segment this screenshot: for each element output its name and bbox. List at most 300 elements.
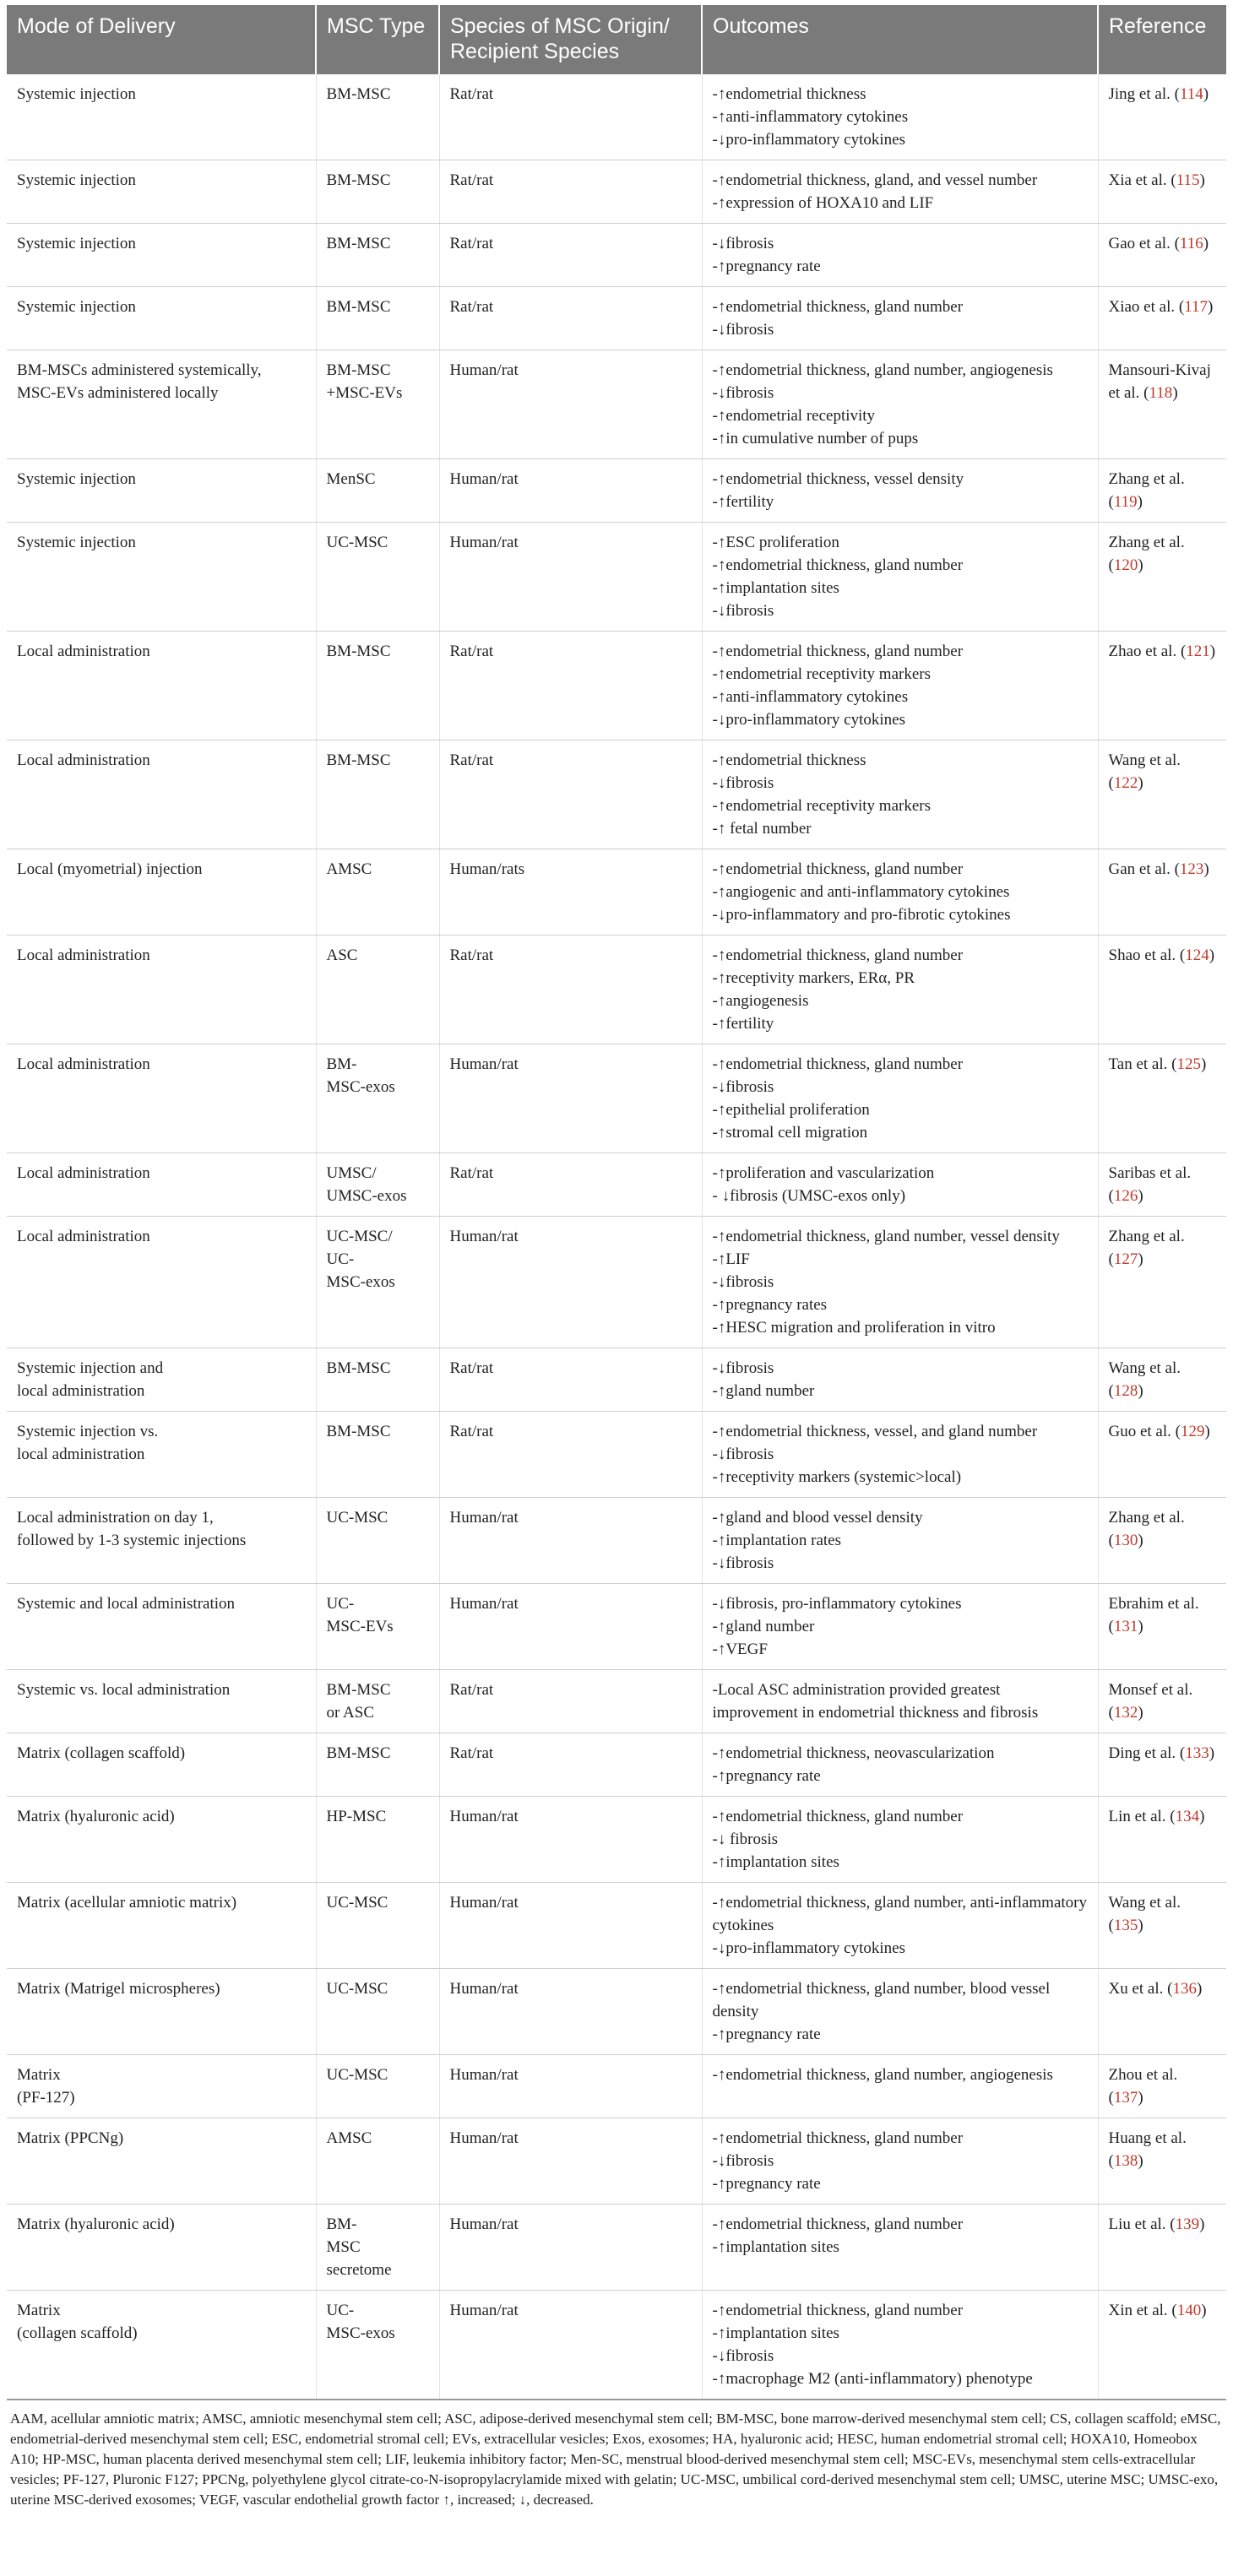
cell-msc-type-line: UC-MSC/ xyxy=(326,1228,393,1245)
reference-link[interactable]: 136 xyxy=(1172,1980,1197,1998)
cell-msc-type xyxy=(316,740,439,849)
reference-link[interactable]: 115 xyxy=(1176,171,1200,189)
cell-msc-type-line: ASC xyxy=(326,946,358,964)
cell-outcomes-line: -↑stromal cell migration xyxy=(712,1124,868,1142)
cell-outcomes xyxy=(702,1883,1098,1969)
table-row xyxy=(7,1733,1226,1797)
reference-author: Guo et al. ( xyxy=(1108,1423,1181,1440)
reference-link[interactable]: 121 xyxy=(1186,643,1210,660)
cell-mode-of-delivery-line: Local (myometrial) injection xyxy=(17,860,203,878)
cell-mode-of-delivery-line: MSC-EVs administered locally xyxy=(17,384,219,402)
reference-author: Jing et al. ( xyxy=(1108,85,1180,103)
cell-msc-type xyxy=(316,1883,439,1969)
cell-species: Rat/rat xyxy=(439,160,702,224)
reference-close: ) xyxy=(1138,1618,1143,1635)
cell-mode-of-delivery xyxy=(7,1348,316,1412)
cell-mode-of-delivery xyxy=(7,287,316,350)
cell-outcomes-line: -↑endometrial thickness, gland number, vessel density xyxy=(712,1228,1060,1245)
cell-mode-of-delivery xyxy=(7,224,316,287)
cell-mode-of-delivery-line: Matrix (collagen scaffold) xyxy=(17,1744,186,1762)
cell-msc-type-line: AMSC xyxy=(326,860,372,878)
table-row xyxy=(7,2205,1226,2291)
cell-reference xyxy=(1098,632,1226,740)
reference-close: ) xyxy=(1199,1808,1205,1825)
cell-mode-of-delivery-line: Systemic and local administration xyxy=(17,1595,236,1613)
cell-msc-type-line: secretome xyxy=(326,2261,392,2279)
cell-species: Human/rat xyxy=(439,2118,702,2205)
cell-reference xyxy=(1098,350,1226,459)
cell-mode-of-delivery-line: Local administration xyxy=(17,1164,150,1182)
header-mode-of-delivery: Mode of Delivery xyxy=(7,5,316,74)
cell-msc-type-line: BM-MSC xyxy=(326,643,391,660)
cell-mode-of-delivery-line: Systemic injection xyxy=(17,534,136,551)
cell-outcomes xyxy=(702,2055,1098,2118)
cell-mode-of-delivery-line: followed by 1-3 systemic injections xyxy=(17,1532,247,1549)
cell-outcomes-line: -↑endometrial thickness, gland number, angiogenesis xyxy=(712,2066,1053,2084)
cell-species: Human/rat xyxy=(439,350,702,459)
cell-outcomes-line: -↑macrophage M2 (anti-inflammatory) phenotype xyxy=(712,2370,1033,2388)
cell-outcomes xyxy=(702,350,1098,459)
cell-outcomes-line: -↑HESC migration and proliferation in vitro xyxy=(712,1319,996,1337)
cell-species: Human/rats xyxy=(439,849,702,935)
cell-mode-of-delivery-line: Local administration xyxy=(17,643,150,660)
reference-close: ) xyxy=(1138,2089,1143,2107)
cell-msc-type-line: MSC-EVs xyxy=(326,1618,394,1635)
cell-mode-of-delivery xyxy=(7,2118,316,2205)
cell-msc-type-line: BM-MSC xyxy=(326,361,391,379)
reference-link[interactable]: 125 xyxy=(1176,1055,1201,1073)
reference-link[interactable]: 128 xyxy=(1113,1382,1138,1400)
cell-msc-type-line: or ASC xyxy=(326,1704,374,1722)
reference-author: Xiao et al. ( xyxy=(1108,298,1185,316)
cell-msc-type xyxy=(316,1584,439,1670)
cell-mode-of-delivery-line: Systemic injection xyxy=(17,470,136,488)
cell-mode-of-delivery xyxy=(7,1969,316,2055)
reference-author: Gao et al. ( xyxy=(1108,235,1180,252)
reference-link[interactable]: 126 xyxy=(1113,1187,1138,1205)
cell-outcomes xyxy=(702,935,1098,1044)
cell-species: Human/rat xyxy=(439,1797,702,1883)
cell-species: Rat/rat xyxy=(439,74,702,160)
header-msc-type: MSC Type xyxy=(316,5,439,74)
cell-reference xyxy=(1098,1348,1226,1412)
cell-mode-of-delivery xyxy=(7,1670,316,1733)
cell-mode-of-delivery xyxy=(7,740,316,849)
reference-close: ) xyxy=(1204,1423,1210,1440)
cell-outcomes-line: -↓pro-inflammatory cytokines xyxy=(712,1939,905,1957)
cell-reference xyxy=(1098,2055,1226,2118)
cell-outcomes-line: -↑endometrial thickness, gland number xyxy=(712,1055,964,1073)
cell-outcomes-line: -↑endometrial thickness, gland number xyxy=(712,643,964,660)
cell-msc-type-line: AMSC xyxy=(326,2129,372,2147)
cell-msc-type xyxy=(316,2055,439,2118)
table-row xyxy=(7,1969,1226,2055)
cell-outcomes-line: -↑endometrial thickness, gland number xyxy=(712,2302,964,2319)
cell-mode-of-delivery-line: Local administration xyxy=(17,751,150,769)
cell-outcomes xyxy=(702,523,1098,632)
reference-link[interactable]: 124 xyxy=(1185,946,1209,964)
cell-outcomes-line: -↑endometrial thickness, gland number xyxy=(712,298,964,316)
cell-outcomes xyxy=(702,1044,1098,1153)
cell-species: Rat/rat xyxy=(439,740,702,849)
reference-author: Shao et al. ( xyxy=(1108,946,1186,964)
reference-link[interactable]: 116 xyxy=(1179,235,1203,252)
reference-close: ) xyxy=(1203,235,1209,252)
cell-species: Human/rat xyxy=(439,1584,702,1670)
cell-reference xyxy=(1098,287,1226,350)
cell-reference xyxy=(1098,523,1226,632)
cell-msc-type-line: BM-MSC xyxy=(326,171,391,189)
cell-species: Rat/rat xyxy=(439,632,702,740)
cell-species: Human/rat xyxy=(439,1217,702,1348)
cell-msc-type-line: BM-MSC xyxy=(326,85,391,103)
cell-mode-of-delivery-line: Systemic injection xyxy=(17,235,136,252)
cell-outcomes xyxy=(702,1733,1098,1797)
reference-close: ) xyxy=(1207,298,1214,316)
cell-reference xyxy=(1098,1969,1226,2055)
cell-outcomes-line: -↑gland number xyxy=(712,1382,815,1400)
reference-author: Huang et al. ( xyxy=(1108,2129,1187,2170)
reference-author: Monsef et al. ( xyxy=(1108,1681,1193,1722)
cell-outcomes-line: -Local ASC administration provided greatest improvement in endometrial thickness and fibrosis xyxy=(712,1681,1039,1722)
cell-outcomes-line: -↑endometrial thickness, vessel density xyxy=(712,470,964,488)
cell-msc-type xyxy=(316,224,439,287)
cell-outcomes-line: -↓fibrosis, pro-inflammatory cytokines xyxy=(712,1595,962,1613)
reference-link[interactable]: 114 xyxy=(1179,85,1203,103)
cell-msc-type-line: BM-MSC xyxy=(326,1423,391,1440)
reference-link[interactable]: 140 xyxy=(1176,2302,1202,2319)
table-row xyxy=(7,1584,1226,1670)
cell-msc-type xyxy=(316,160,439,224)
reference-close: ) xyxy=(1209,1744,1215,1762)
cell-mode-of-delivery-line: Systemic injection vs. xyxy=(17,1423,159,1440)
cell-msc-type-line: BM- xyxy=(326,2215,357,2233)
cell-mode-of-delivery xyxy=(7,2055,316,2118)
cell-reference xyxy=(1098,935,1226,1044)
reference-author: Xia et al. ( xyxy=(1108,171,1176,189)
cell-mode-of-delivery xyxy=(7,1498,316,1584)
cell-mode-of-delivery-line: BM-MSCs administered systemically, xyxy=(17,361,262,379)
cell-outcomes-line: -↓fibrosis xyxy=(712,602,774,620)
reference-link[interactable]: 130 xyxy=(1113,1532,1138,1549)
table-row xyxy=(7,523,1226,632)
cell-outcomes-line: -↑endometrial thickness, gland number xyxy=(712,2129,964,2147)
cell-species: Human/rat xyxy=(439,1044,702,1153)
table-row xyxy=(7,2055,1226,2118)
cell-outcomes-line: -↑endometrial thickness xyxy=(712,85,866,103)
cell-outcomes-line: -↑implantation sites xyxy=(712,579,839,597)
cell-mode-of-delivery xyxy=(7,935,316,1044)
cell-outcomes xyxy=(702,287,1098,350)
header-species: Species of MSC Origin/ Recipient Species xyxy=(439,5,702,74)
reference-author: Zhang et al. ( xyxy=(1108,1228,1185,1268)
reference-close: ) xyxy=(1203,85,1209,103)
reference-link[interactable]: 135 xyxy=(1113,1917,1138,1934)
cell-outcomes xyxy=(702,2291,1098,2400)
reference-close: ) xyxy=(1196,1980,1203,1998)
cell-msc-type-line: BM-MSC xyxy=(326,1681,391,1699)
cell-outcomes-line: -↓pro-inflammatory and pro-fibrotic cytokines xyxy=(712,906,1011,924)
cell-outcomes-line: -↑angiogenesis xyxy=(712,992,809,1010)
cell-outcomes-line: -↑ fetal number xyxy=(712,820,812,838)
cell-outcomes-line: -↓fibrosis xyxy=(712,1359,774,1377)
reference-author: Liu et al. ( xyxy=(1108,2215,1176,2233)
reference-close: ) xyxy=(1200,1055,1207,1073)
reference-close: ) xyxy=(1201,2302,1207,2319)
reference-link[interactable]: 118 xyxy=(1149,384,1173,402)
reference-link[interactable]: 129 xyxy=(1180,1423,1205,1440)
cell-msc-type xyxy=(316,1412,439,1498)
reference-close: ) xyxy=(1138,1917,1143,1934)
reference-author: Tan et al. ( xyxy=(1108,1055,1177,1073)
cell-outcomes-line: -↑endometrial thickness, gland number xyxy=(712,1808,964,1825)
cell-outcomes-line: -↑anti-inflammatory cytokines xyxy=(712,688,909,706)
cell-outcomes-line: -↑implantation sites xyxy=(712,2324,839,2342)
cell-reference xyxy=(1098,224,1226,287)
cell-outcomes-line: -↑receptivity markers (systemic>local) xyxy=(712,1468,962,1486)
cell-mode-of-delivery-line: Matrix (hyaluronic acid) xyxy=(17,2215,175,2233)
reference-author: Mansouri-Kivaj et al. ( xyxy=(1108,361,1211,402)
cell-msc-type xyxy=(316,1153,439,1217)
reference-author: Wang et al. ( xyxy=(1108,1894,1181,1934)
cell-mode-of-delivery xyxy=(7,1412,316,1498)
cell-outcomes xyxy=(702,459,1098,523)
cell-msc-type xyxy=(316,1044,439,1153)
cell-species: Human/rat xyxy=(439,459,702,523)
cell-msc-type-line: BM-MSC xyxy=(326,298,391,316)
table-row xyxy=(7,74,1226,160)
table-row xyxy=(7,849,1226,935)
cell-mode-of-delivery xyxy=(7,1883,316,1969)
table-row xyxy=(7,287,1226,350)
reference-author: Ding et al. ( xyxy=(1108,1744,1186,1762)
reference-link[interactable]: 123 xyxy=(1179,860,1204,878)
cell-species: Human/rat xyxy=(439,1969,702,2055)
cell-msc-type xyxy=(316,1797,439,1883)
cell-mode-of-delivery-line: Systemic injection xyxy=(17,171,136,189)
cell-outcomes-line: -↑LIF xyxy=(712,1250,750,1268)
cell-outcomes xyxy=(702,1348,1098,1412)
cell-msc-type xyxy=(316,459,439,523)
cell-outcomes-line: -↑endometrial thickness, gland number xyxy=(712,860,964,878)
cell-msc-type-line: MenSC xyxy=(326,470,376,488)
reference-author: Lin et al. ( xyxy=(1108,1808,1176,1825)
cell-outcomes xyxy=(702,1412,1098,1498)
reference-link[interactable]: 120 xyxy=(1113,556,1138,574)
cell-msc-type-line: BM-MSC xyxy=(326,1359,391,1377)
reference-close: ) xyxy=(1138,774,1143,792)
reference-author: Wang et al. ( xyxy=(1108,1359,1181,1400)
cell-outcomes-line: -↓pro-inflammatory cytokines xyxy=(712,131,905,149)
reference-link[interactable]: 131 xyxy=(1113,1618,1138,1635)
reference-author: Gan et al. ( xyxy=(1108,860,1180,878)
cell-outcomes-line: -↓fibrosis xyxy=(712,321,774,339)
cell-outcomes-line: -↑gland and blood vessel density xyxy=(712,1509,923,1527)
cell-outcomes-line: -↓fibrosis xyxy=(712,1554,774,1572)
cell-msc-type xyxy=(316,1348,439,1412)
reference-close: ) xyxy=(1209,643,1216,660)
cell-outcomes-line: -↑endometrial thickness xyxy=(712,751,866,769)
cell-outcomes-line: -↑endometrial thickness, gland number, anti-inflammatory cytokines xyxy=(712,1894,1088,1934)
cell-mode-of-delivery xyxy=(7,2205,316,2291)
cell-msc-type-line: BM-MSC xyxy=(326,235,391,252)
cell-mode-of-delivery-line: Matrix (hyaluronic acid) xyxy=(17,1808,175,1825)
header-reference: Reference xyxy=(1098,5,1226,74)
cell-outcomes xyxy=(702,1670,1098,1733)
table-row xyxy=(7,1883,1226,1969)
cell-outcomes-line: -↓fibrosis xyxy=(712,2347,774,2365)
cell-outcomes-line: -↑expression of HOXA10 and LIF xyxy=(712,194,934,212)
table-row xyxy=(7,2291,1226,2400)
reference-link[interactable]: 127 xyxy=(1113,1250,1138,1268)
reference-link[interactable]: 139 xyxy=(1175,2215,1200,2233)
table-footnote: AAM, acellular amniotic matrix; AMSC, amniotic mesenchymal stem cell; ASC, adipose-derived mesenchymal stem cell; BM-MSC, bone marrow-derived mesenchymal stem cell; CS, collagen scaffold; eMSC, endometrial-derived mesenchymal stem cell; ESC, endometrial stromal cell; EVs, extracellular vesicles; Exos, exosomes; HA, hyaluronic acid; HESC, human endometrial stromal cell; HOXA10, Homeobox A10; HP-MSC, human placenta derived mesenchymal stem cell; LIF, leukemia inhibitory factor; Men-SC, menstrual blood-derived mesenchymal stem cell; MSC-EVs, mesenchymal stem cells-extracellular vesicles; PF-127, Pluronic F127; PPCNg, polyethylene glycol citrate-co-N-isopropylacrylamide mixed with gelatin; UC-MSC, umbilical cord-derived mesenchymal stem cell; UMSC, uterine MSC; UMSC-exo, uterine MSC-derived exosomes; VEGF, vascular endothelial growth factor ↑, increased; ↓, decreased. xyxy=(10,2411,1221,2508)
cell-mode-of-delivery-line: Matrix xyxy=(17,2066,61,2084)
cell-mode-of-delivery-line: Matrix xyxy=(17,2302,61,2319)
cell-msc-type-line: MSC-exos xyxy=(326,1078,395,1096)
cell-outcomes-line: -↑in cumulative number of pups xyxy=(712,430,919,447)
cell-outcomes-line: -↑fertility xyxy=(712,493,774,511)
cell-msc-type xyxy=(316,849,439,935)
cell-reference xyxy=(1098,1217,1226,1348)
cell-msc-type-line: MSC-exos xyxy=(326,1273,395,1291)
reference-link[interactable]: 138 xyxy=(1113,2152,1138,2170)
reference-close: ) xyxy=(1199,171,1205,189)
cell-reference xyxy=(1098,1733,1226,1797)
cell-reference xyxy=(1098,1498,1226,1584)
cell-mode-of-delivery-line: Systemic vs. local administration xyxy=(17,1681,231,1699)
cell-outcomes-line: -↑pregnancy rate xyxy=(712,1767,821,1785)
cell-msc-type-line: BM- xyxy=(326,1055,357,1073)
cell-msc-type xyxy=(316,2291,439,2400)
cell-mode-of-delivery-line: Matrix (acellular amniotic matrix) xyxy=(17,1894,237,1912)
cell-reference xyxy=(1098,1584,1226,1670)
cell-msc-type-line: UC- xyxy=(326,1250,355,1268)
cell-msc-type-line: UC-MSC xyxy=(326,534,388,551)
cell-msc-type-line: MSC-exos xyxy=(326,2324,395,2342)
table-row xyxy=(7,632,1226,740)
cell-msc-type xyxy=(316,1733,439,1797)
reference-close: ) xyxy=(1138,1704,1143,1722)
table-row xyxy=(7,1412,1226,1498)
reference-author: Xin et al. ( xyxy=(1108,2302,1177,2319)
cell-outcomes xyxy=(702,849,1098,935)
reference-close: ) xyxy=(1209,946,1215,964)
cell-species: Rat/rat xyxy=(439,1153,702,1217)
reference-author: Wang et al. ( xyxy=(1108,751,1181,792)
cell-mode-of-delivery xyxy=(7,1044,316,1153)
cell-reference xyxy=(1098,1797,1226,1883)
cell-outcomes-line: -↑epithelial proliferation xyxy=(712,1101,870,1119)
cell-outcomes-line: -↑VEGF xyxy=(712,1641,768,1658)
cell-msc-type-line: UC-MSC xyxy=(326,1509,388,1527)
cell-outcomes-line: -↑angiogenic and anti-inflammatory cytokines xyxy=(712,883,1010,901)
table-row xyxy=(7,1044,1226,1153)
cell-mode-of-delivery xyxy=(7,74,316,160)
cell-mode-of-delivery-line: local administration xyxy=(17,1445,145,1463)
reference-author: Zhao et al. ( xyxy=(1108,643,1187,660)
cell-mode-of-delivery-line: Local administration on day 1, xyxy=(17,1509,214,1527)
reference-close: ) xyxy=(1138,1250,1143,1268)
cell-mode-of-delivery xyxy=(7,1584,316,1670)
reference-close: ) xyxy=(1138,2152,1143,2170)
reference-author: Zhang et al. ( xyxy=(1108,470,1185,511)
cell-outcomes-line: -↑pregnancy rate xyxy=(712,258,821,275)
cell-species: Rat/rat xyxy=(439,1348,702,1412)
reference-link[interactable]: 133 xyxy=(1185,1744,1209,1762)
reference-author: Zhou et al. ( xyxy=(1108,2066,1178,2107)
table-row xyxy=(7,2118,1226,2205)
cell-species: Human/rat xyxy=(439,2291,702,2400)
reference-link[interactable]: 132 xyxy=(1113,1704,1138,1722)
cell-outcomes-line: -↑proliferation and vascularization xyxy=(712,1164,935,1182)
reference-link[interactable]: 122 xyxy=(1113,774,1138,792)
cell-species: Human/rat xyxy=(439,2055,702,2118)
cell-species: Rat/rat xyxy=(439,224,702,287)
cell-mode-of-delivery-line: Systemic injection and xyxy=(17,1359,164,1377)
cell-outcomes-line: -↑anti-inflammatory cytokines xyxy=(712,108,909,126)
cell-reference xyxy=(1098,1153,1226,1217)
cell-outcomes-line: -↑endometrial thickness, gland number xyxy=(712,946,964,964)
cell-msc-type-line: UC-MSC xyxy=(326,1980,388,1998)
cell-mode-of-delivery xyxy=(7,523,316,632)
cell-outcomes-line: -↑endometrial thickness, gland, and vessel number xyxy=(712,171,1038,189)
reference-link[interactable]: 119 xyxy=(1113,493,1138,511)
cell-outcomes xyxy=(702,2205,1098,2291)
table-row xyxy=(7,1217,1226,1348)
cell-outcomes-line: -↑endometrial thickness, gland number, angiogenesis xyxy=(712,361,1053,379)
cell-species: Rat/rat xyxy=(439,935,702,1044)
reference-link[interactable]: 117 xyxy=(1184,298,1208,316)
cell-msc-type xyxy=(316,632,439,740)
cell-msc-type xyxy=(316,350,439,459)
cell-reference xyxy=(1098,2118,1226,2205)
cell-mode-of-delivery xyxy=(7,1153,316,1217)
cell-outcomes xyxy=(702,1153,1098,1217)
cell-msc-type-line: +MSC-EVs xyxy=(326,384,403,402)
cell-msc-type-line: BM-MSC xyxy=(326,751,391,769)
cell-outcomes-line: -↓ fibrosis xyxy=(712,1830,779,1848)
cell-outcomes-line: -↑implantation sites xyxy=(712,1853,839,1871)
reference-close: ) xyxy=(1138,1382,1143,1400)
reference-link[interactable]: 137 xyxy=(1113,2089,1138,2107)
reference-link[interactable]: 134 xyxy=(1175,1808,1200,1825)
cell-mode-of-delivery-line: Systemic injection xyxy=(17,85,136,103)
table-row xyxy=(7,224,1226,287)
cell-mode-of-delivery-line: Matrix (PPCNg) xyxy=(17,2129,124,2147)
cell-species: Human/rat xyxy=(439,523,702,632)
cell-msc-type-line: MSC xyxy=(326,2238,361,2256)
table-row xyxy=(7,350,1226,459)
table-row xyxy=(7,740,1226,849)
table-row xyxy=(7,459,1226,523)
reference-author: Zhang et al. ( xyxy=(1108,1509,1185,1549)
cell-mode-of-delivery-line: local administration xyxy=(17,1382,145,1400)
cell-outcomes-line: -↑fertility xyxy=(712,1015,774,1033)
cell-outcomes-line: -↑implantation sites xyxy=(712,2238,839,2256)
reference-author: Zhang et al. ( xyxy=(1108,534,1185,574)
reference-close: ) xyxy=(1138,1187,1143,1205)
cell-msc-type-line: BM-MSC xyxy=(326,1744,391,1762)
cell-outcomes xyxy=(702,2118,1098,2205)
reference-author: Saribas et al. ( xyxy=(1108,1164,1192,1205)
cell-mode-of-delivery xyxy=(7,350,316,459)
cell-outcomes-line: -↑endometrial thickness, gland number xyxy=(712,556,964,574)
cell-outcomes xyxy=(702,160,1098,224)
cell-mode-of-delivery-line: Matrix (Matrigel microspheres) xyxy=(17,1980,220,1998)
cell-outcomes xyxy=(702,740,1098,849)
cell-outcomes-line: -↑implantation rates xyxy=(712,1532,841,1549)
